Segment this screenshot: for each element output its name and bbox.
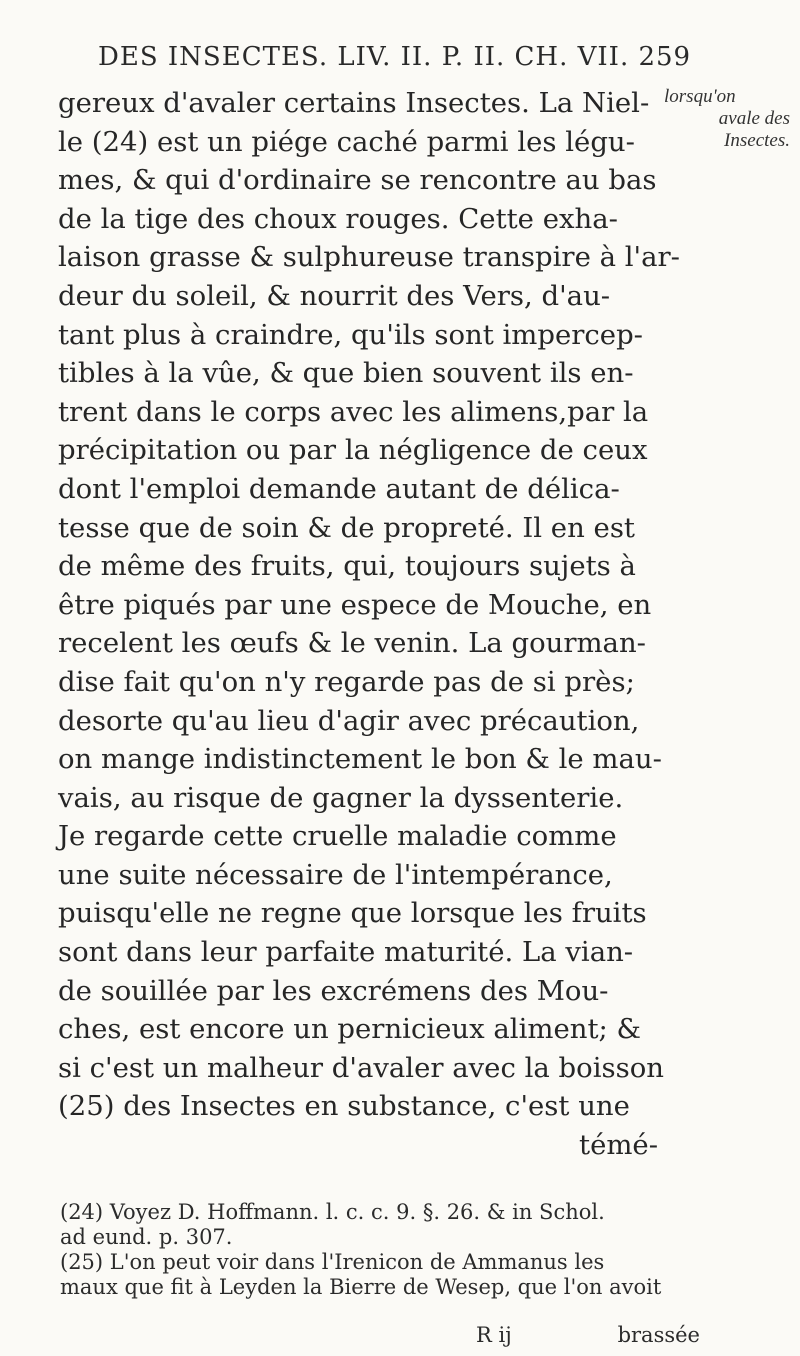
text-line: ches, est encore un pernicieux aliment; &: [58, 1013, 641, 1046]
text-line: être piqués par une espece de Mouche, en: [58, 588, 652, 621]
text-line: deur du soleil, & nourrit des Vers, d'au-: [58, 279, 611, 312]
text-line: de la tige des choux rouges. Cette exha-: [58, 202, 618, 235]
text-line: dont l'emploi demande autant de délica-: [58, 472, 620, 505]
catchword: brassée: [617, 1323, 700, 1347]
text-line: laison grasse & sulphureuse transpire à l'ar-: [58, 241, 680, 274]
text-line: (25) des Insectes en substance, c'est une: [58, 1090, 630, 1123]
text-line: une suite nécessaire de l'intempérance,: [58, 858, 613, 891]
text-line: le (24) est un piége caché parmi les légu-: [58, 125, 635, 158]
margin-note: [664, 86, 794, 152]
text-line: tant plus à craindre, qu'ils sont impercep-: [58, 318, 643, 351]
catchword-line: témé-: [579, 1129, 658, 1162]
text-line: on mange indistinctement le bon & le mau-: [58, 743, 662, 776]
body-text: [58, 84, 680, 1165]
footnote-line: maux que fit à Leyden la Bierre de Wesep, que l'on avoit: [60, 1275, 662, 1299]
text-line: trent dans le corps avec les alimens,par la: [58, 395, 649, 428]
text-line: dise fait qu'on n'y regarde pas de si près;: [58, 665, 635, 698]
text-line: si c'est un malheur d'avaler avec la boisson: [58, 1051, 664, 1084]
text-line: tesse que de soin & de propreté. Il en est: [58, 511, 635, 544]
footnote-line: ad eund. p. 307.: [60, 1225, 233, 1249]
text-line: vais, au risque de gagner la dyssenterie.: [58, 781, 624, 814]
text-line: tibles à la vûe, & que bien souvent ils en-: [58, 357, 634, 390]
text-line: puisqu'elle ne regne que lorsque les fruits: [58, 897, 647, 930]
text-line: gereux d'avaler certains Insectes. La Niel-: [58, 87, 650, 119]
text-line: de souillée par les excrémens des Mou-: [58, 974, 609, 1007]
text-line: mes, & qui d'ordinaire se rencontre au bas: [58, 164, 657, 197]
margin-note-line: Insectes.: [724, 130, 790, 151]
signature-mark: R ij: [476, 1323, 512, 1347]
text-line: sont dans leur parfaite maturité. La vian-: [58, 936, 634, 969]
running-header: DES INSECTES. LIV. II. P. II. CH. VII. 259: [98, 42, 692, 72]
text-line: de même des fruits, qui, toujours sujets à: [58, 550, 636, 583]
footnotes: [60, 1200, 700, 1300]
text-line: précipitation ou par la négligence de ceux: [58, 434, 648, 467]
text-line: desorte qu'au lieu d'agir avec précaution,: [58, 704, 640, 737]
margin-note-line: avale des: [718, 108, 790, 129]
footnote-line: (25) L'on peut voir dans l'Irenicon de Ammanus les: [60, 1250, 605, 1274]
footnote-line: (24) Voyez D. Hoffmann. l. c. c. 9. §. 26. & in Schol.: [60, 1200, 605, 1224]
text-line: recelent les œufs & le venin. La gourman-: [58, 627, 646, 660]
margin-note-line: lorsqu'on: [664, 86, 736, 107]
text-line: Je regarde cette cruelle maladie comme: [58, 820, 617, 853]
